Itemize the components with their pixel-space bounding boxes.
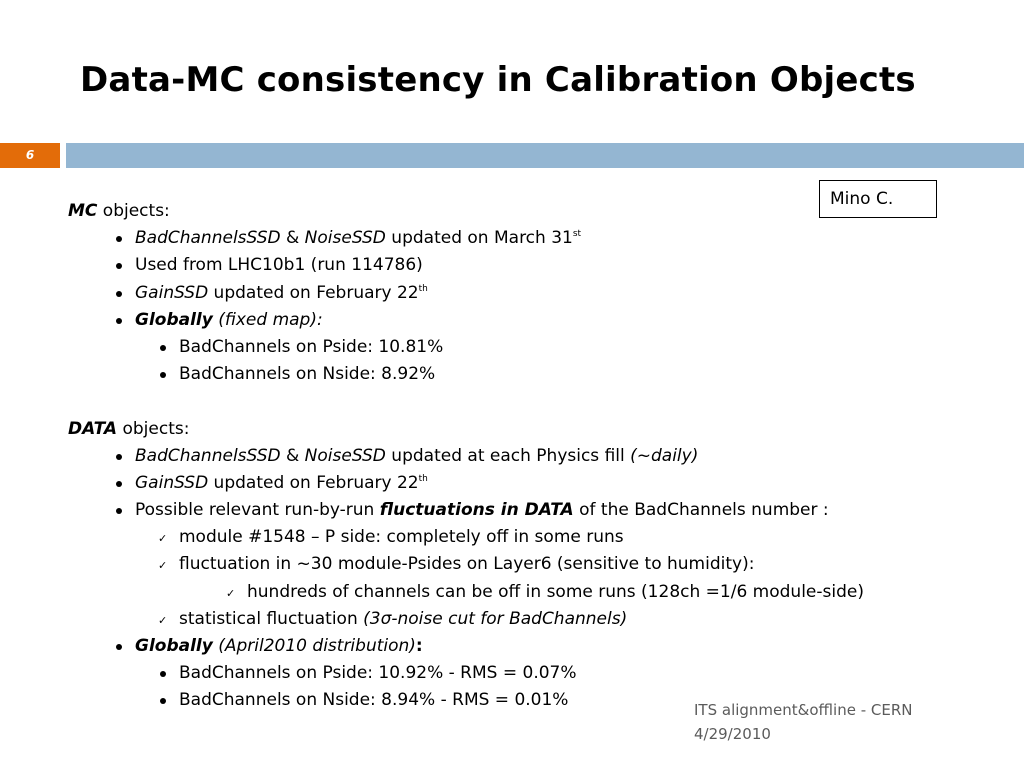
- list-item: GainSSD updated on February 22th: [68, 280, 968, 307]
- list-item: GainSSD updated on February 22th: [68, 470, 968, 497]
- list-item: BadChannels on Nside: 8.92%: [68, 361, 968, 388]
- list-item: BadChannels on Pside: 10.92% - RMS = 0.07%: [68, 660, 968, 687]
- slide-body: [68, 198, 968, 715]
- bullet-icon: [116, 263, 122, 269]
- mc-heading: MC objects:: [68, 201, 170, 221]
- list-item: BadChannels on Pside: 10.81%: [68, 334, 968, 361]
- list-item: ✓ module #1548 – P side: completely off in some runs: [68, 524, 968, 551]
- list-item: Possible relevant run-by-run fluctuations in DATA of the BadChannels number :: [68, 497, 968, 524]
- bullet-icon: [116, 318, 122, 324]
- footer-date: 4/29/2010: [694, 725, 771, 743]
- list-item: Globally (April2010 distribution):: [68, 633, 968, 660]
- bullet-icon: [116, 644, 122, 650]
- list-item: BadChannelsSSD & NoiseSSD updated on March 31st: [68, 225, 968, 252]
- bullet-icon: [116, 508, 122, 514]
- bullet-icon: [116, 481, 122, 487]
- bullet-icon: [160, 345, 166, 351]
- list-item: BadChannels on Nside: 8.94% - RMS = 0.01%: [68, 687, 968, 714]
- checkmark-icon: ✓: [158, 559, 168, 573]
- data-heading: DATA objects:: [68, 418, 190, 439]
- list-item: ✓ hundreds of channels can be off in some runs (128ch =1/6 module-side): [68, 579, 968, 606]
- slide-footer: [694, 698, 912, 746]
- footer-event: ITS alignment&offline - CERN: [694, 701, 913, 719]
- author-box: Mino C.: [819, 180, 937, 218]
- bullet-icon: [160, 372, 166, 378]
- header-divider-bar: [66, 143, 1024, 168]
- checkmark-icon: ✓: [158, 532, 168, 546]
- list-item: BadChannelsSSD & NoiseSSD updated at each Physics fill (~daily): [68, 443, 968, 470]
- list-item: Globally (fixed map):: [68, 307, 968, 334]
- bullet-icon: [116, 454, 122, 460]
- bullet-icon: [160, 698, 166, 704]
- bullet-icon: [160, 671, 166, 677]
- list-item: ✓ fluctuation in ~30 module-Psides on Layer6 (sensitive to humidity):: [68, 551, 968, 578]
- list-item: Used from LHC10b1 (run 114786): [68, 252, 968, 279]
- slide-title: Data-MC consistency in Calibration Objects: [80, 60, 916, 100]
- slide-number: 6: [25, 148, 35, 162]
- bullet-icon: [116, 236, 122, 242]
- list-item: ✓ statistical fluctuation (3σ-noise cut for BadChannels): [68, 606, 968, 633]
- checkmark-icon: ✓: [158, 613, 168, 627]
- checkmark-icon: ✓: [226, 586, 236, 600]
- spacer: [68, 388, 968, 415]
- bullet-icon: [116, 291, 122, 297]
